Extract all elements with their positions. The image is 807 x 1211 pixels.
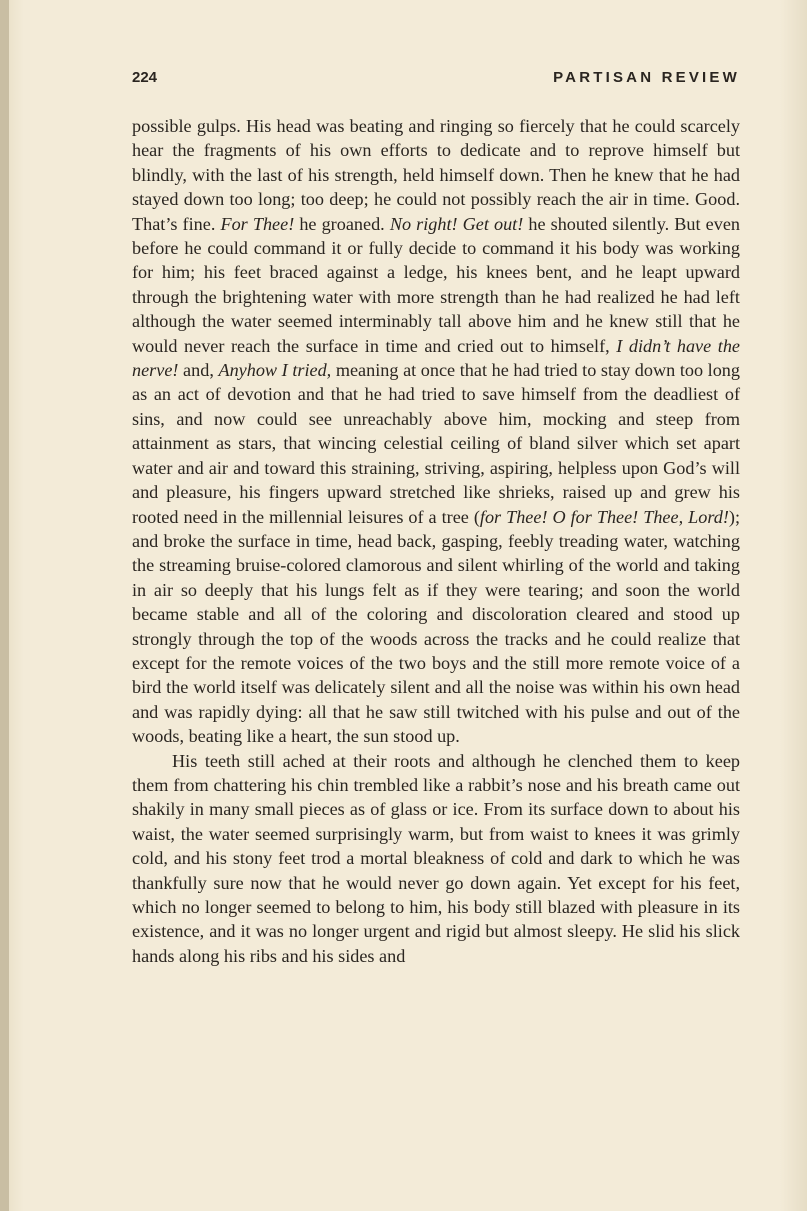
text-segment: ); and broke the surface in time, head back, gasping, feebly treading water, watching the streaming bruise-colored clamorous and silent whirling of the world and taking in air so deeply that his lungs felt as if they were tearing; and soon the world became stable and all of the coloring and discoloration cleared and stood up strongly through the top of the woods across the tracks and he could realize that except for the remote voices of the two boys and the still more remote voice of a bird the world itself was delicately silent and all the noise was within his own head and was rapidly dying: all that he saw still twitched with his pulse and out of the woods, beating like a heart, the sun stood up. bbox=[132, 506, 741, 747]
italic-segment: Anyhow I tried, bbox=[218, 360, 332, 381]
text-segment: he groaned. bbox=[294, 213, 390, 234]
text-segment: possible gulps. His head was beating and ringing so fiercely that he could scarcely hear the fragments of his own efforts to dedicate and to reprove himself but blindly, with the last of his strength, held himself down. Then he knew that he had stayed down too long; too deep; he could not possibly reach the air in time. Good. That’s fine. bbox=[132, 116, 740, 234]
body-text bbox=[132, 114, 740, 968]
page-number: 224 bbox=[132, 69, 158, 86]
text-segment: he shouted silently. But even before he could command it or fully decide to command it his body was working for him; his feet braced against a ledge, his knees bent, and he leapt upward through the brightening water with more strength than he had realized he had left although the water seemed interminably tall above him and he knew still that he would never reach the surface in time and cried out to himself, bbox=[132, 213, 740, 356]
italic-segment: I didn’t have the nerve! bbox=[132, 335, 740, 381]
text-segment: His teeth still ached at their roots and although he clenched them to keep them from chattering his chin trembled like a rabbit’s nose and his breath came out shakily in many small pieces as of glass or ice. From its surface down to about his waist, the water seemed surprisingly warm, but from waist to knees it was grimly cold, and his stony feet trod a mortal bleakness of cold and dark to which he was thankfully sure now that he would never go down again. Yet except for his feet, which no longer seemed to belong to him, his body still blazed with pleasure in its existence, and it was no longer urgent and rigid but almost sleepy. He slid his slick hands along his ribs and his sides and bbox=[132, 750, 740, 966]
paragraph-1 bbox=[132, 114, 740, 749]
text-segment: meaning at once that he had tried to stay down too long as an act of devotion and that he had tried to save himself from the deadliest of sins, and now could see unreachably above him, mocking and steep from attainment as stars, that wincing celestial ceiling of bland silver which set apart water and air and toward this straining, striving, aspiring, helpless upon God’s will and pleasure, his fingers upward stretched like shrieks, raised up and grew his rooted need in the millennial leisures of a tree ( bbox=[132, 360, 740, 527]
page-gutter bbox=[0, 0, 9, 1211]
italic-segment: For Thee! bbox=[220, 213, 295, 234]
running-header bbox=[132, 69, 740, 89]
text-segment: and, bbox=[178, 360, 219, 381]
italic-segment: No right! Get out! bbox=[389, 213, 524, 234]
paragraph-2 bbox=[132, 749, 740, 969]
journal-title: PARTISAN REVIEW bbox=[553, 69, 740, 86]
italic-segment: for Thee! O for Thee! Thee, Lord! bbox=[479, 506, 729, 527]
